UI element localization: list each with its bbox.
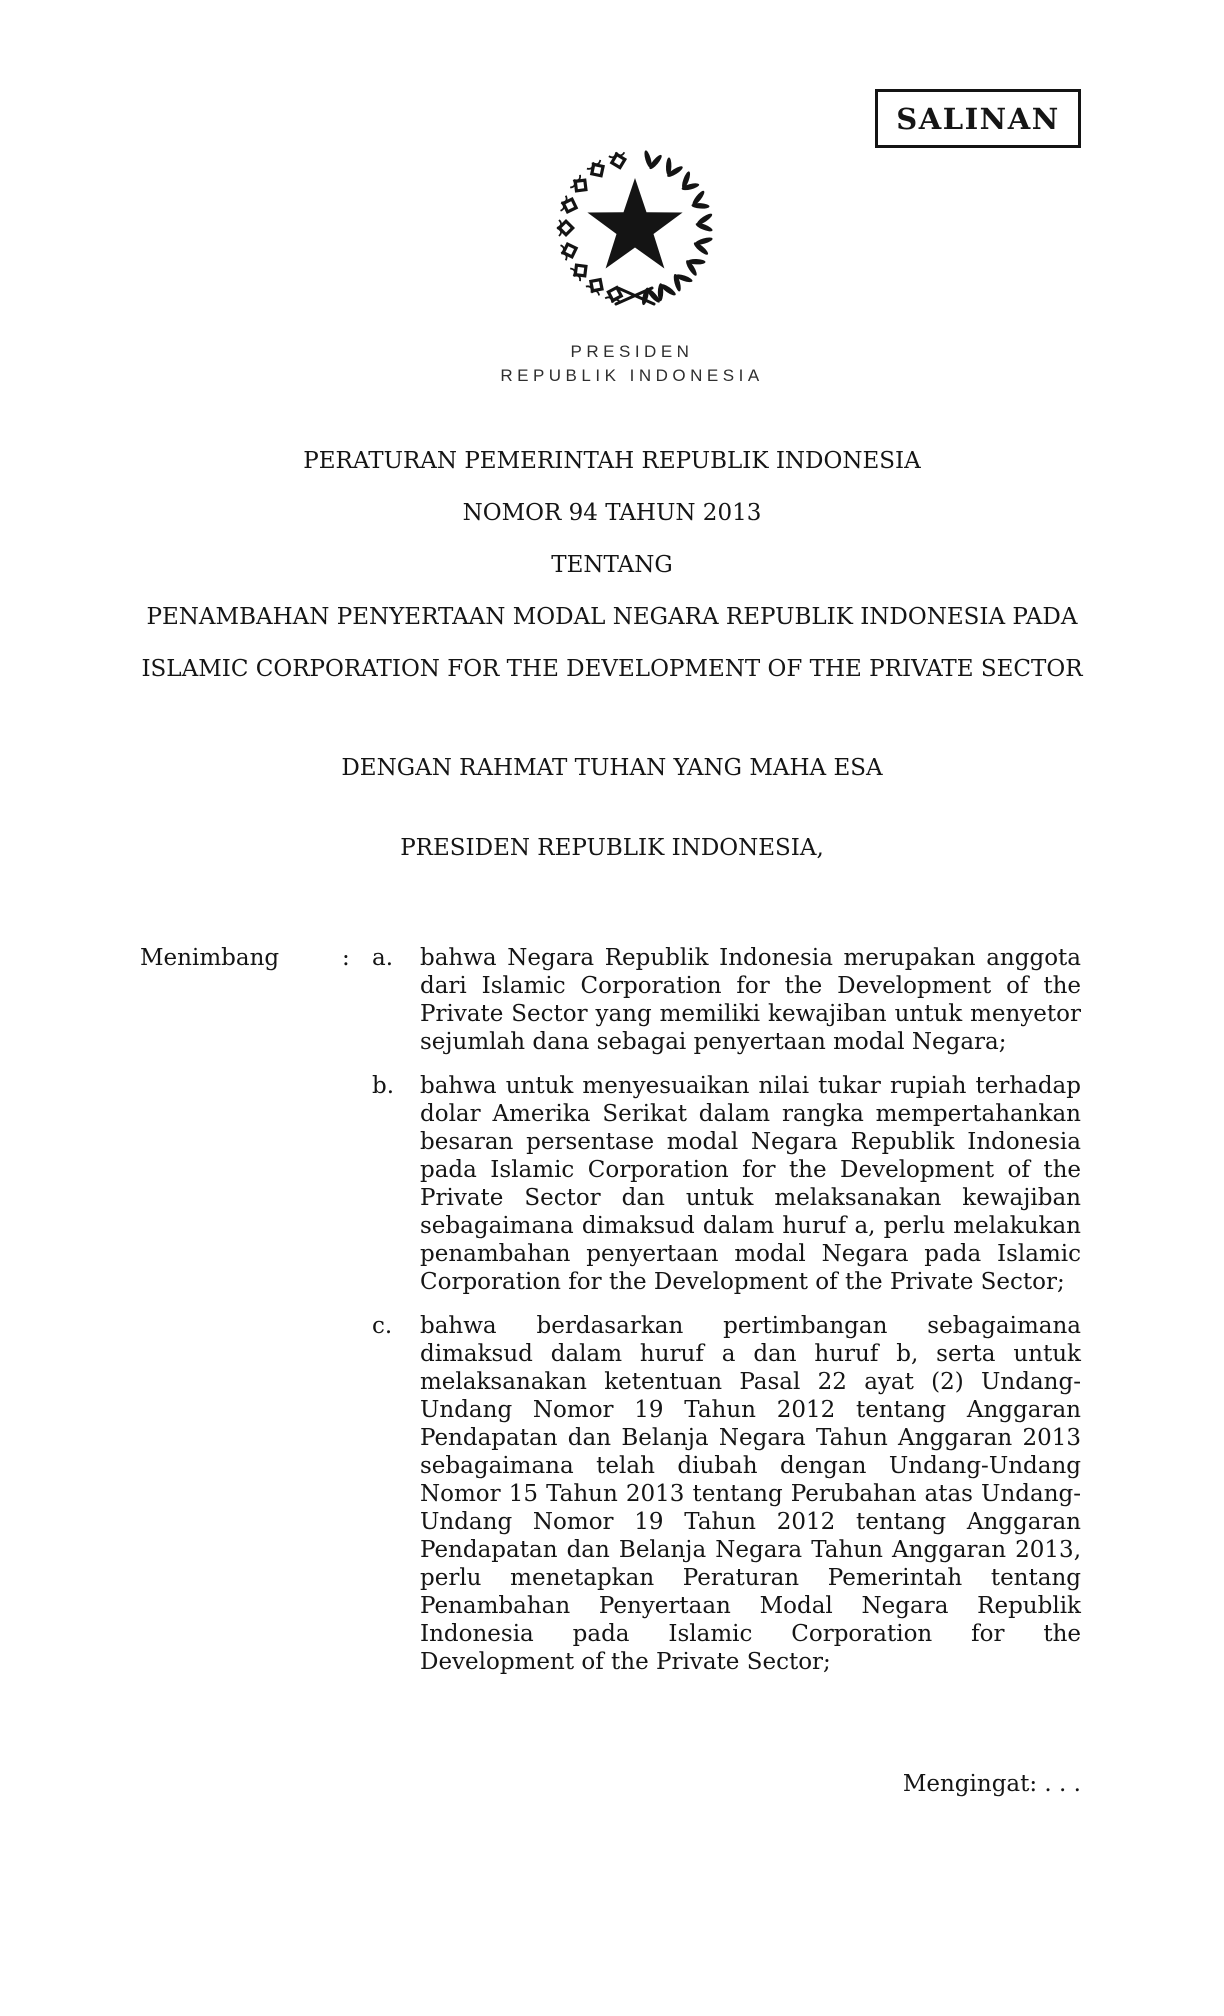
letterhead [330, 340, 934, 388]
letterhead-presiden: PRESIDEN [570, 342, 694, 361]
considering-section [140, 944, 1081, 1676]
title-line-subject-2: ISLAMIC CORPORATION FOR THE DEVELOPMENT OF THE PRIVATE SECTOR [141, 656, 1083, 682]
item-text: bahwa untuk menyesuaikan nilai tukar rupiah terhadap dolar Amerika Serikat dalam rangka mempertahankan besaran persentase modal Negara Republik Indonesia pada Islamic Corporation for the Development of the Private Sector dan untuk melaksanakan kewajiban sebagaimana dimaksud dalam huruf a, perlu melakukan penambahan penyertaan modal Negara pada Islamic Corporation for the Development of the Private Sector; [420, 1073, 1081, 1295]
salinan-stamp [875, 89, 1081, 148]
invocation-line: DENGAN RAHMAT TUHAN YANG MAHA ESA [341, 755, 883, 781]
item-text: bahwa berdasarkan pertimbangan sebagaimana dimaksud dalam huruf a dan huruf b, serta untuk melaksanakan ketentuan Pasal 22 ayat (2) Undang-Undang Nomor 19 Tahun 2012 tentang Anggaran Pendapatan dan Belanja Negara Tahun Anggaran 2013 sebagaimana telah diubah dengan Undang-Undang Nomor 15 Tahun 2013 tentang Perubahan atas Undang-Undang Nomor 19 Tahun 2012 tentang Anggaran Pendapatan dan Belanja Negara Tahun Anggaran 2013, perlu menetapkan Peraturan Pemerintah tentang Penambahan Penyertaan Modal Negara Republik Indonesia pada Islamic Corporation for the Development of the Private Sector; [420, 1313, 1081, 1675]
title-line-number: NOMOR 94 TAHUN 2013 [462, 500, 762, 526]
considering-item-a [372, 944, 1081, 1056]
authority-line: PRESIDEN REPUBLIK INDONESIA, [400, 835, 824, 861]
document-title [60, 435, 1164, 695]
item-marker: a. [372, 945, 394, 971]
catchword-mengingat: Mengingat: . . . [902, 1771, 1081, 1797]
star-icon [587, 178, 682, 269]
item-marker: c. [372, 1313, 393, 1339]
presidential-seal-icon [548, 150, 722, 310]
item-marker: b. [372, 1073, 395, 1099]
salinan-stamp-label: SALINAN [896, 101, 1060, 136]
considering-item-b [372, 1072, 1081, 1296]
considering-colon: : [342, 945, 350, 971]
item-text: bahwa Negara Republik Indonesia merupakan anggota dari Islamic Corporation for the Development of the Private Sector yang memiliki kewajiban untuk menyetor sejumlah dana sebagai penyertaan modal Negara; [420, 945, 1081, 1055]
considering-label: Menimbang [140, 945, 280, 971]
title-line-tentang: TENTANG [551, 552, 673, 578]
letterhead-republik-indonesia: REPUBLIK INDONESIA [500, 366, 764, 385]
considering-item-c [372, 1312, 1081, 1676]
title-line-subject-1: PENAMBAHAN PENYERTAAN MODAL NEGARA REPUBLIK INDONESIA PADA [146, 604, 1078, 630]
title-line-regulation: PERATURAN PEMERINTAH REPUBLIK INDONESIA [303, 448, 921, 474]
considering-items [372, 944, 1081, 1676]
